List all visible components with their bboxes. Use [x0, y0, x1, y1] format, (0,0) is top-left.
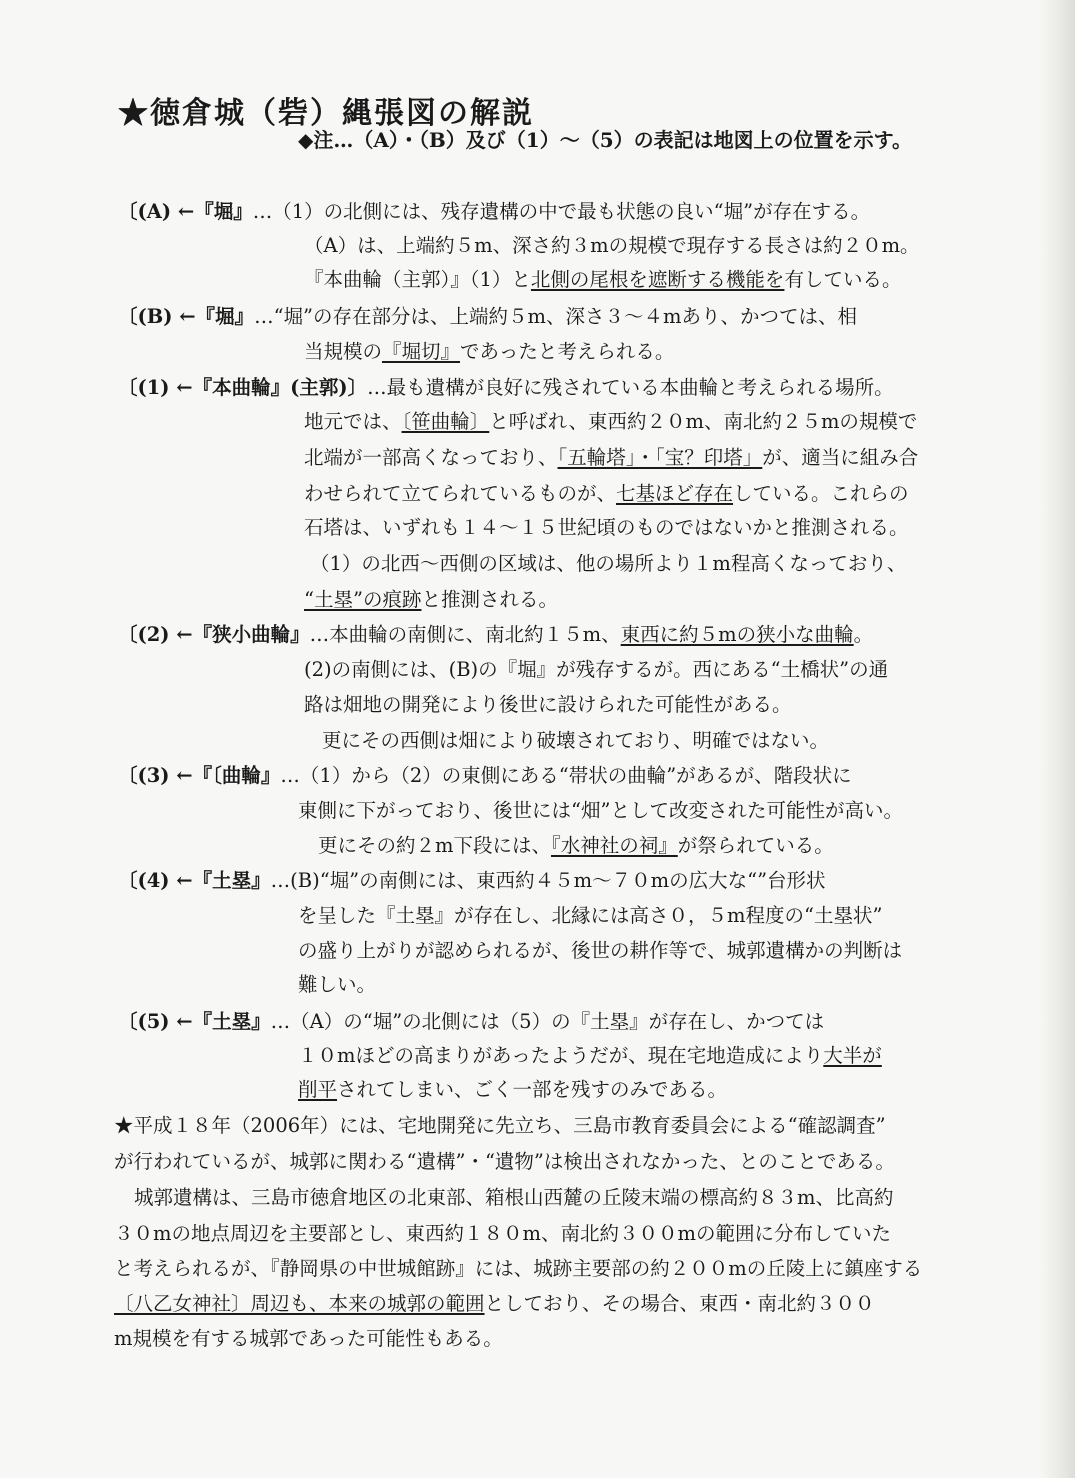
section-5-line-3	[298, 1078, 727, 1102]
section-b-line-1	[118, 305, 857, 329]
text-segment: １０mほどの高まりがあったようだが、現在宅地造成により	[298, 1044, 824, 1067]
map-note: ◆注…（A）・（B）及び（1）～（5）の表記は地図上の位置を示す。	[298, 128, 913, 152]
section-3-line-2: 東側に下がっており、後世には“畑”として改変された可能性が高い。	[298, 799, 903, 822]
section-1-line-7	[304, 588, 558, 612]
text-segment: が祭られている。	[677, 834, 834, 857]
section-head: 〔(A) ←『堀』	[118, 200, 253, 223]
underlined-text: 「五輪塔」・「宝？印塔」	[557, 446, 763, 469]
text-segment: 当規模の	[304, 340, 383, 363]
section-2-line-1	[118, 623, 873, 647]
text-segment: であったと考えられる。	[460, 340, 675, 363]
section-text: …最も遺構が良好に残されている本曲輪と考えられる場所。	[367, 376, 894, 399]
page-title: ★徳倉城（砦）縄張図の解説	[118, 96, 534, 131]
underlined-text: 北側の尾根を遮断する機能を	[530, 268, 785, 291]
text-segment: 有している。	[784, 268, 902, 291]
section-1-line-3	[304, 446, 918, 470]
section-4-line-3: の盛り上がりが認められるが、後世の耕作等で、城郭遺構かの判断は	[298, 939, 903, 962]
text-segment: …本曲輪の南側に、南北約１５m、	[309, 623, 621, 646]
text-segment: わせられて立てられているものが、	[304, 482, 617, 505]
page-edge-shadow	[1039, 0, 1075, 1478]
underlined-text: 七基ほど存在	[616, 482, 734, 505]
section-head: 〔(1) ←『本曲輪』(主郭)〕	[118, 376, 368, 399]
text-segment: 更にその約２m下段には、	[318, 834, 551, 857]
section-4-line-1	[118, 869, 826, 893]
footer-line-7: m規模を有する城郭であった可能性もある。	[114, 1327, 503, 1350]
footer-line-2: が行われているが、城郭に関わる“遺構”・“遺物”は検出されなかった、とのことである。	[114, 1150, 895, 1173]
footer-line-4: ３０mの地点周辺を主要部とし、東西約１８０m、南北約３００mの範囲に分布していた	[114, 1222, 891, 1245]
section-head: 〔(B) ←『堀』	[118, 305, 255, 328]
section-1-line-5: 石塔は、いずれも１４～１５世紀頃のものではないかと推測される。	[304, 516, 909, 539]
section-1-line-1	[118, 376, 894, 400]
section-a-line-1	[118, 200, 870, 224]
section-text: …（A）の“堀”の北側には（5）の『土塁』が存在し、かつては	[270, 1010, 825, 1033]
section-head: 〔(3) ←『〔曲輪』	[118, 764, 281, 787]
section-2-line-4: 更にその西側は畑により破壊されており、明確ではない。	[322, 729, 830, 752]
section-b-line-2	[304, 340, 674, 364]
footer-line-6	[114, 1292, 875, 1316]
section-4-line-2: を呈した『土塁』が存在し、北縁には高さ０，５m程度の“土塁状”	[298, 904, 883, 927]
underlined-text: 東西に約５mの狭小な曲輪	[620, 623, 854, 646]
section-2-line-3: 路は畑地の開発により後世に設けられた可能性がある。	[304, 693, 792, 716]
text-segment: している。これらの	[733, 482, 909, 505]
underlined-text: 『堀切』	[382, 340, 461, 363]
text-segment: と推測される。	[421, 588, 558, 611]
section-3-line-3	[318, 834, 834, 858]
section-text: …（1）から（2）の東側にある“帯状の曲輪”があるが、階段状に	[280, 764, 852, 787]
underlined-text: 大半が	[823, 1044, 882, 1067]
text-segment: されてしまい、ごく一部を残すのみである。	[337, 1078, 728, 1101]
underlined-text: “土塁”の痕跡	[304, 588, 422, 611]
text-segment: 地元では、	[304, 410, 402, 433]
section-5-line-2	[298, 1044, 882, 1068]
text-segment: が、適当に組み合	[762, 446, 919, 469]
section-text: …“堀”の存在部分は、上端約５m、深さ３～４mあり、かつては、相	[254, 305, 857, 328]
section-1-line-4	[304, 482, 909, 506]
section-a-line-2: （A）は、上端約５m、深さ約３mの規模で現存する長さは約２０m。	[304, 234, 920, 257]
text-segment: 。	[853, 623, 874, 646]
underlined-text: 削平	[298, 1078, 338, 1101]
section-4-line-4: 難しい。	[298, 973, 377, 996]
text-segment: 北端が一部高くなっており、	[304, 446, 558, 469]
text-segment: と呼ばれ、東西約２０m、南北約２５mの規模で	[489, 410, 918, 433]
section-1-line-6: （1）の北西～西側の区域は、他の場所より１m程高くなっており、	[310, 552, 907, 575]
footer-line-5: と考えられるが、『静岡県の中世城館跡』には、城跡主要部の約２００mの丘陵上に鎮座する	[114, 1257, 923, 1280]
section-1-line-2	[304, 410, 917, 434]
section-2-line-2: (2)の南側には、(B)の『堀』が残存するが。西にある“土橋状”の通	[304, 658, 889, 681]
section-text: …(B)“堀”の南側には、東西約４５m～７０mの広大な“”台形状	[270, 869, 826, 892]
section-5-line-1	[118, 1010, 824, 1034]
section-text: …（1）の北側には、残存遺構の中で最も状態の良い“堀”が存在する。	[252, 200, 871, 223]
section-3-line-1	[118, 764, 852, 788]
section-head: 〔(2) ←『狭小曲輪』	[118, 623, 310, 646]
underlined-text: 〔八乙女神社〕周辺も、本来の城郭の範囲	[114, 1292, 485, 1315]
section-head: 〔(5) ←『土塁』	[118, 1010, 271, 1033]
section-a-line-3	[304, 268, 901, 292]
underlined-text: 〔笹曲輪〕	[401, 410, 490, 433]
text-segment: としており、その場合、東西・南北約３００	[484, 1292, 875, 1315]
footer-line-3: 城郭遺構は、三島市徳倉地区の北東部、箱根山西麓の丘陵末端の標高約８３m、比高約	[134, 1186, 894, 1209]
footer-line-1: ★平成１８年（2006年）には、宅地開発に先立ち、三島市教育委員会による“確認調査”	[114, 1114, 886, 1137]
underlined-text: 『水神社の祠』	[551, 834, 678, 857]
text-segment: 『本曲輪（主郭）』（1）と	[304, 268, 531, 291]
section-head: 〔(4) ←『土塁』	[118, 869, 271, 892]
